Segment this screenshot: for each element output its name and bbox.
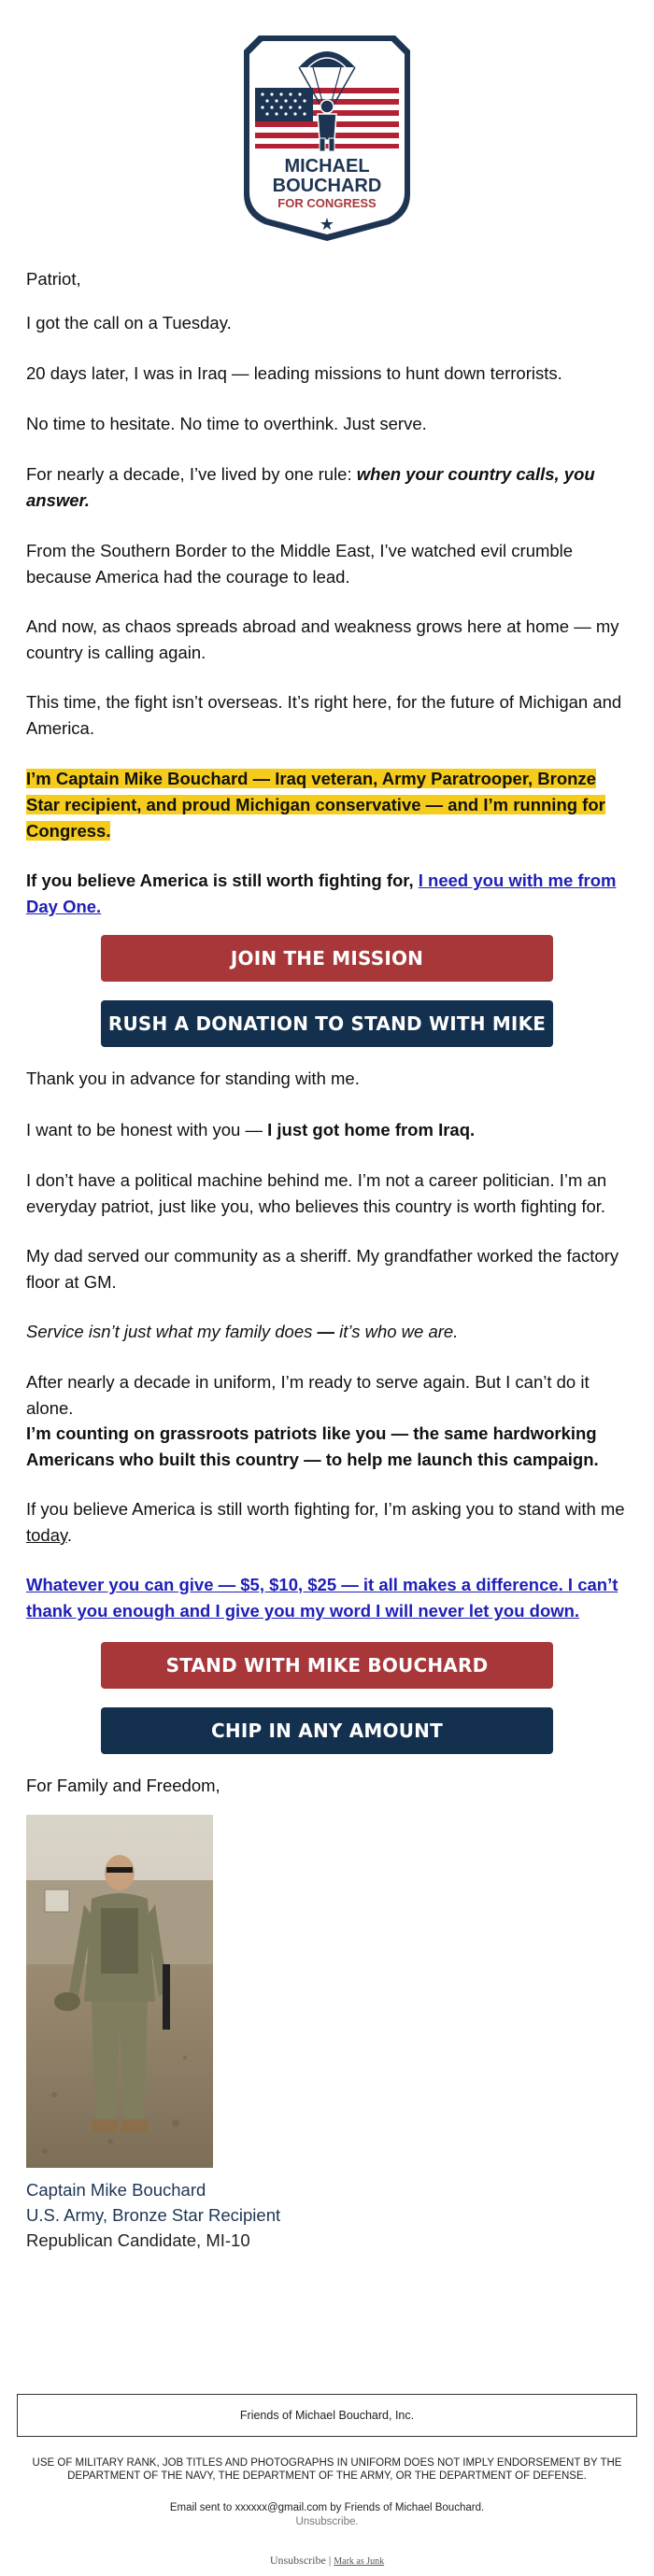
greeting: Patriot, bbox=[26, 269, 81, 289]
paragraph-10: Thank you in advance for standing with me. bbox=[26, 1069, 360, 1088]
day-one-link[interactable]: I need you with me from Day One. bbox=[26, 870, 617, 916]
paragraph-14 bbox=[26, 1319, 628, 1345]
paragraph-16: I’m counting on grassroots patriots like you — the same hardworking Americans who built this country — to help me launch this campaign. bbox=[26, 1423, 599, 1469]
paragraph-11-text: I want to be honest with you — bbox=[26, 1120, 268, 1139]
footer-org-name: Friends of Michael Bouchard, Inc. bbox=[239, 2409, 415, 2422]
mark-as-junk-link[interactable]: Mark as Junk bbox=[334, 2556, 385, 2567]
paragraph-17-end: . bbox=[66, 1525, 73, 1545]
paragraph-15: After nearly a decade in uniform, I’m ready to serve again. But I can’t do it alone. bbox=[26, 1372, 590, 1418]
paragraph-9-text: If you believe America is still worth fighting for, bbox=[26, 870, 419, 890]
paragraph-13: My dad served our community as a sheriff. My grandfather worked the factory floor at GM. bbox=[26, 1246, 619, 1292]
paragraph-12: I don’t have a political machine behind me. I’m not a career politician. I’m an everyday patriot, just like you, who believes this country is worth fighting for. bbox=[26, 1170, 607, 1216]
logo-name-line1: MICHAEL bbox=[284, 156, 370, 177]
bottom-links bbox=[0, 2554, 654, 2568]
paragraph-14-italic-a: Service isn’t just what my family does bbox=[26, 1322, 313, 1341]
unsubscribe-text[interactable]: Unsubscribe. bbox=[295, 2516, 359, 2527]
link-separator: | bbox=[328, 2554, 332, 2567]
signature-name: Captain Mike Bouchard bbox=[26, 2180, 206, 2200]
paragraph-1: I got the call on a Tuesday. bbox=[26, 313, 232, 333]
footer-org-box bbox=[17, 2394, 637, 2437]
paragraph-11-emphasis: I just got home from Iraq. bbox=[267, 1120, 476, 1139]
paragraph-8 bbox=[26, 766, 628, 844]
paragraph-3: No time to hesitate. No time to overthink. Just serve. bbox=[26, 414, 427, 433]
rush-donation-button[interactable]: RUSH A DONATION TO STAND WITH MIKE bbox=[101, 1000, 553, 1047]
paragraph-4-text: For nearly a decade, I’ve lived by one rule: bbox=[26, 464, 357, 484]
join-the-mission-button[interactable]: JOIN THE MISSION bbox=[101, 935, 553, 982]
donation-amounts-link[interactable]: Whatever you can give — $5, $10, $25 — it all makes a difference. I can’t thank you enough and I give you my word I will never let you down. bbox=[26, 1575, 618, 1621]
highlighted-announcement: I’m Captain Mike Bouchard — Iraq veteran, Army Paratrooper, Bronze Star recipient, and proud Michigan conservative — and I’m running for Congress. bbox=[26, 769, 605, 841]
star-icon: ★ bbox=[319, 215, 335, 234]
paragraph-11 bbox=[26, 1117, 628, 1143]
paragraph-5: From the Southern Border to the Middle East, I’ve watched evil crumble because America had the courage to lead. bbox=[26, 541, 574, 587]
paragraph-4-emphasis: when your country calls, you answer. bbox=[26, 464, 595, 510]
paragraph-7: This time, the fight isn’t overseas. It’s right here, for the future of Michigan and America. bbox=[26, 692, 622, 738]
signature-title: U.S. Army, Bronze Star Recipient bbox=[26, 2205, 281, 2225]
unsubscribe-link[interactable]: Unsubscribe bbox=[269, 2554, 326, 2567]
signature-role: Republican Candidate, MI-10 bbox=[26, 2230, 250, 2250]
today-link[interactable]: today bbox=[26, 1525, 67, 1545]
paragraph-14-italic-b: it’s who we are. bbox=[339, 1322, 459, 1341]
paragraph-6: And now, as chaos spreads abroad and weakness grows here at home — my country is calling again. bbox=[26, 616, 619, 662]
logo-tagline: FOR CONGRESS bbox=[277, 196, 377, 210]
chip-in-button[interactable]: CHIP IN ANY AMOUNT bbox=[101, 1707, 553, 1754]
candidate-photo bbox=[26, 1815, 213, 2168]
paragraph-17-text: If you believe America is still worth fighting for, I’m asking you to stand with me bbox=[26, 1499, 625, 1519]
paragraph-14-dash: — bbox=[312, 1322, 340, 1341]
logo-name-line2: BOUCHARD bbox=[272, 176, 382, 196]
email-sent-notice: Email sent to xxxxxx@gmail.com by Friends of Michael Bouchard. bbox=[169, 2502, 485, 2513]
closing: For Family and Freedom, bbox=[26, 1776, 220, 1795]
paragraph-18 bbox=[26, 1572, 628, 1624]
paragraph-17 bbox=[26, 1496, 628, 1549]
paragraph-2: 20 days later, I was in Iraq — leading missions to hunt down terrorists. bbox=[26, 363, 562, 383]
campaign-logo bbox=[240, 30, 414, 243]
paragraph-9 bbox=[26, 868, 628, 920]
paragraph-4 bbox=[26, 461, 628, 514]
stand-with-mike-button[interactable]: STAND WITH MIKE BOUCHARD bbox=[101, 1642, 553, 1689]
footer-disclaimer: USE OF MILITARY RANK, JOB TITLES AND PHOTOGRAPHS IN UNIFORM DOES NOT IMPLY ENDORSEMENT BY THE DEPARTMENT OF THE NAVY, THE DEPARTMENT OF THE ARMY, OR THE DEPARTMENT OF DEFENSE. bbox=[32, 2457, 622, 2482]
